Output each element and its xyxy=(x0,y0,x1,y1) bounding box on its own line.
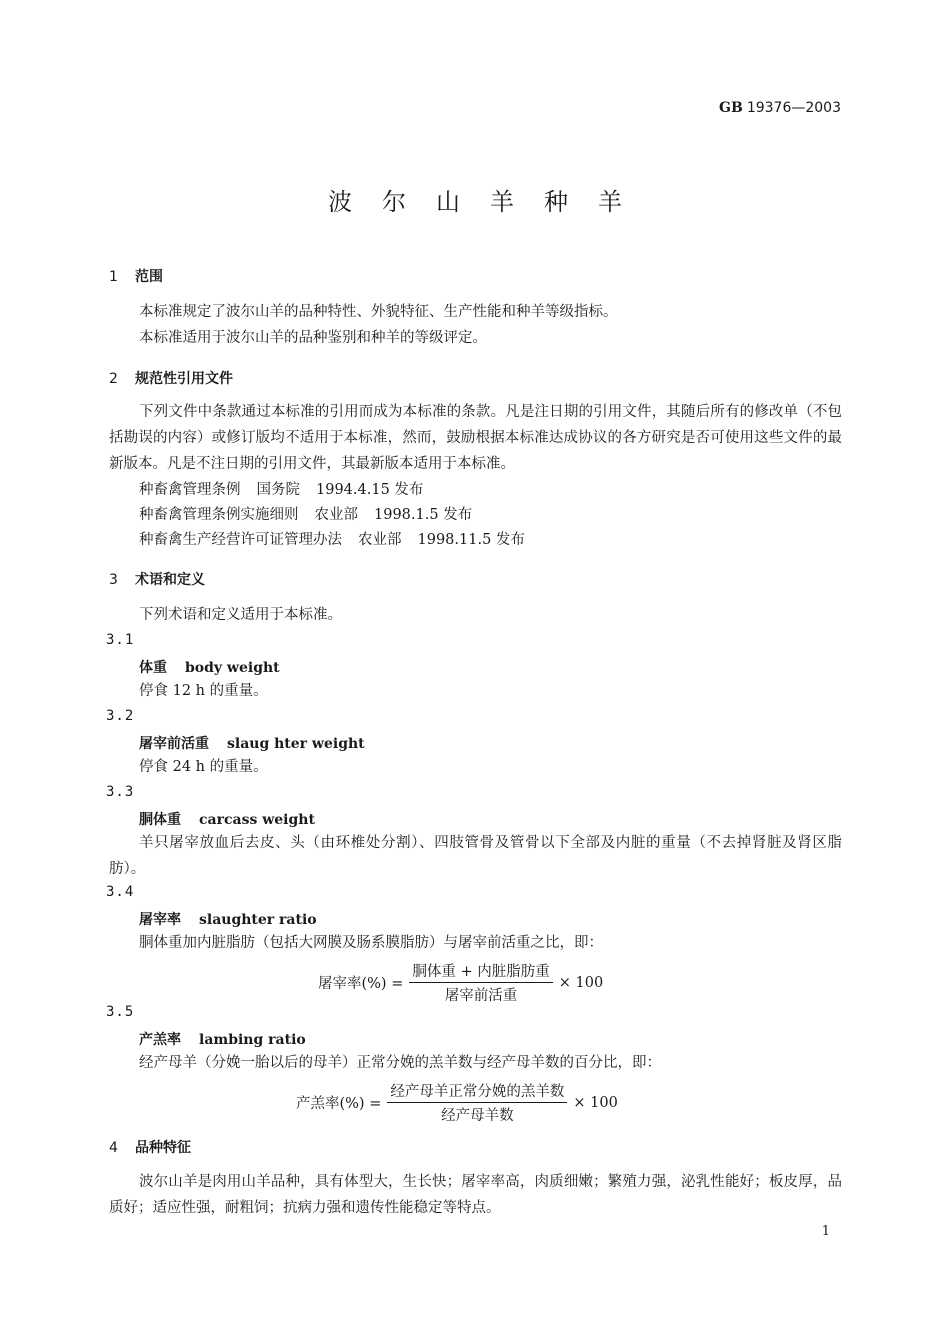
reference-org: 国务院 xyxy=(256,482,300,498)
section-4-number: 4 xyxy=(109,1140,118,1156)
section-4-heading xyxy=(109,1137,191,1157)
term-heading xyxy=(139,1029,306,1049)
reference-name: 种畜禽管理条例 xyxy=(139,482,241,498)
term-heading xyxy=(139,733,365,753)
term-number: 3.3 xyxy=(106,784,135,800)
formula-denominator: 经产母羊数 xyxy=(441,1108,514,1124)
section-1-paragraph-1: 本标准规定了波尔山羊的品种特性、外貌特征、生产性能和种羊等级指标。 xyxy=(139,304,618,320)
section-3-intro: 下列术语和定义适用于本标准。 xyxy=(139,607,342,623)
formula-fraction xyxy=(409,960,552,1005)
term-heading xyxy=(139,809,315,829)
term-cn: 屠宰率 xyxy=(139,912,181,928)
lambing-ratio-formula xyxy=(296,1080,618,1125)
formula-factor: × 100 xyxy=(558,974,604,991)
section-1-paragraph-2: 本标准适用于波尔山羊的品种鉴别和种羊的等级评定。 xyxy=(139,330,487,346)
formula-denominator: 屠宰前活重 xyxy=(444,988,518,1004)
term-cn: 体重 xyxy=(139,660,167,676)
reference-item xyxy=(139,527,541,553)
formula-lhs: 屠宰率(%) = xyxy=(318,976,404,992)
section-1-title: 范围 xyxy=(135,269,163,285)
term-definition: 停食 12 h 的重量。 xyxy=(139,683,268,699)
section-2-title: 规范性引用文件 xyxy=(135,371,233,387)
formula-lhs: 产羔率(%) = xyxy=(296,1096,382,1112)
page-number: 1 xyxy=(821,1224,830,1239)
term-en: carcass weight xyxy=(199,812,315,828)
reference-date: 1994.4.15 发布 xyxy=(316,482,424,498)
formula-fraction xyxy=(387,1080,567,1125)
section-1-heading xyxy=(109,266,163,286)
section-1-number: 1 xyxy=(109,269,118,285)
reference-date: 1998.11.5 发布 xyxy=(417,532,525,548)
formula-factor: × 100 xyxy=(573,1094,618,1111)
term-heading xyxy=(139,657,280,677)
reference-item xyxy=(139,477,439,503)
section-2-number: 2 xyxy=(109,371,118,387)
term-en: body weight xyxy=(185,660,280,676)
reference-name: 种畜禽管理条例实施细则 xyxy=(139,507,299,523)
section-3-number: 3 xyxy=(109,572,118,588)
section-4-title: 品种特征 xyxy=(135,1140,191,1156)
section-4-paragraph: 波尔山羊是肉用山羊品种，具有体型大，生长快；屠宰率高，肉质细嫩；繁殖力强，泌乳性能好；板皮厚，品质好；适应性强，耐粗饲；抗病力强和遗传性能稳定等特点。 xyxy=(109,1174,842,1216)
term-number: 3.5 xyxy=(106,1004,135,1020)
term-cn: 产羔率 xyxy=(139,1032,181,1048)
term-definition: 停食 24 h 的重量。 xyxy=(139,759,268,775)
section-2-paragraph: 下列文件中条款通过本标准的引用而成为本标准的条款。凡是注日期的引用文件，其随后所有的修改单（不包括勘误的内容）或修订版均不适用于本标准，然而，鼓励根据本标准达成协议的各方研究是否可使用这些文件的最新版本。凡是不注日期的引用文件，其最新版本适用于本标准。 xyxy=(109,404,842,472)
term-number: 3.2 xyxy=(106,708,135,724)
section-2-heading xyxy=(109,368,233,388)
term-definition: 胴体重加内脏脂肪（包括大网膜及肠系膜脂肪）与屠宰前活重之比，即： xyxy=(139,935,603,951)
term-number: 3.1 xyxy=(106,632,135,648)
formula-numerator: 胴体重 + 内脏脂肪重 xyxy=(409,960,552,983)
term-definition: 羊只屠宰放血后去皮、头（由环椎处分割）、四肢管骨及管骨以下全部及内脏的重量（不去掉肾脏及肾区脂肪）。 xyxy=(109,835,842,877)
term-en: slaug hter weight xyxy=(227,736,365,752)
term-cn: 屠宰前活重 xyxy=(139,736,209,752)
section-3-title: 术语和定义 xyxy=(135,572,205,588)
standard-code-number: 19376—2003 xyxy=(746,100,841,116)
term-en: slaughter ratio xyxy=(199,912,317,928)
term-en: lambing ratio xyxy=(199,1032,306,1048)
term-heading xyxy=(139,909,317,929)
reference-name: 种畜禽生产经营许可证管理办法 xyxy=(139,532,342,548)
reference-org: 农业部 xyxy=(358,532,402,548)
term-number: 3.4 xyxy=(106,884,135,900)
formula-numerator: 经产母羊正常分娩的羔羊数 xyxy=(387,1080,567,1103)
term-definition: 经产母羊（分娩一胎以后的母羊）正常分娩的羔羊数与经产母羊数的百分比，即： xyxy=(139,1055,661,1071)
reference-org: 农业部 xyxy=(314,507,358,523)
document-title: 波尔山羊种羊 xyxy=(328,188,652,216)
slaughter-ratio-formula xyxy=(318,960,603,1005)
term-cn: 胴体重 xyxy=(139,812,181,828)
reference-item xyxy=(139,502,488,528)
standard-code-prefix: GB xyxy=(719,100,743,116)
section-3-heading xyxy=(109,569,205,589)
standard-code xyxy=(719,100,841,116)
reference-date: 1998.1.5 发布 xyxy=(374,507,473,523)
